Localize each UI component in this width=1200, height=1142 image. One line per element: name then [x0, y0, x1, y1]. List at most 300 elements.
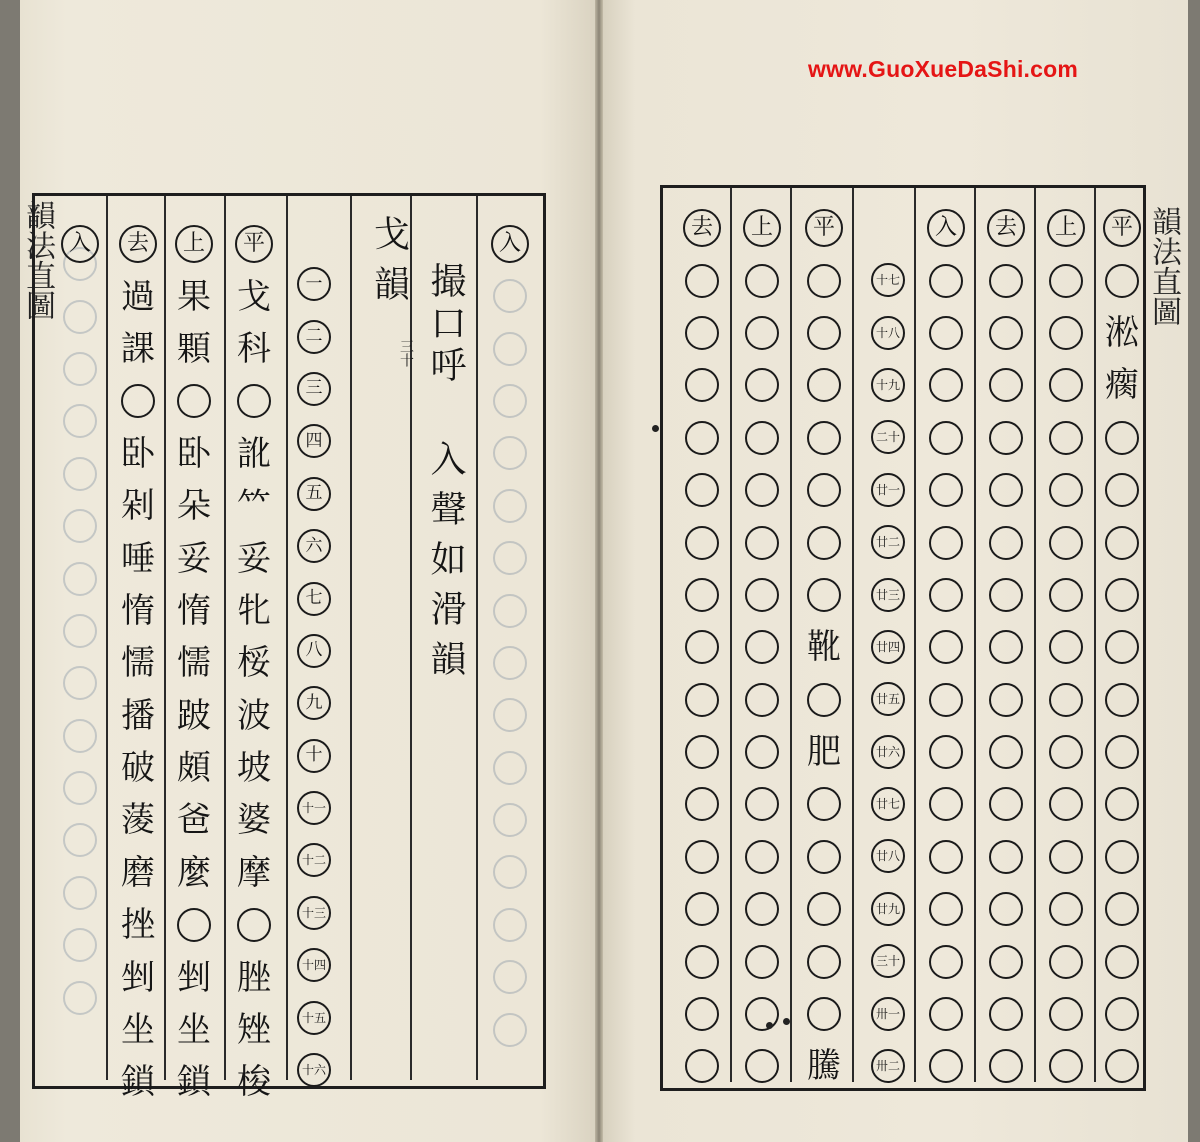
number-circle: 六: [297, 529, 331, 563]
empty-circle: [807, 368, 841, 402]
shang-char: 妥: [177, 538, 211, 579]
cell: [680, 307, 724, 359]
cell: [984, 674, 1028, 726]
cell: [172, 428, 216, 480]
cell: [1044, 883, 1088, 935]
column-rule: [286, 196, 288, 1080]
cell: [680, 412, 724, 464]
cell: [292, 310, 336, 362]
cell: [292, 834, 336, 886]
cell: [172, 742, 216, 794]
cell: [740, 1040, 784, 1092]
shang-char: 果: [177, 276, 211, 317]
empty-circle: [989, 1049, 1023, 1083]
cell: [680, 254, 724, 306]
cell: [680, 935, 724, 987]
empty-circle: [685, 473, 719, 507]
left-margin-title: 韻法直圖: [20, 200, 55, 320]
empty-circle: [929, 840, 963, 874]
ghost-circle: [493, 1013, 527, 1047]
empty-circle: [177, 908, 211, 942]
empty-circle: [929, 1049, 963, 1083]
cell: [740, 621, 784, 673]
cell: [116, 637, 160, 689]
number-circle: 七: [297, 582, 331, 616]
cell: [488, 270, 532, 322]
cell: [232, 690, 276, 742]
cell: [984, 621, 1028, 673]
header-ru-column: [488, 218, 532, 270]
ghost-circle: [63, 771, 97, 805]
number-circle: 十五: [297, 1001, 331, 1035]
empty-circle: [1105, 526, 1139, 560]
cell: [172, 323, 216, 375]
rhyme-name: 戈韻: [368, 215, 410, 315]
cell: [1044, 726, 1088, 778]
cell: [58, 919, 102, 971]
cell: [116, 742, 160, 794]
ghost-circle: [63, 352, 97, 386]
empty-circle: [929, 892, 963, 926]
number-circle: 廿九: [871, 892, 905, 926]
cell: [680, 674, 724, 726]
empty-circle: [745, 578, 779, 612]
cell: [292, 991, 336, 1043]
empty-circle: [685, 264, 719, 298]
cell: [116, 690, 160, 742]
cell: [924, 935, 968, 987]
empty-circle: [989, 526, 1023, 560]
empty-circle: [1049, 368, 1083, 402]
cell: [1044, 778, 1088, 830]
empty-circle: [745, 264, 779, 298]
qu-char: 破: [121, 748, 155, 789]
cell: [232, 375, 276, 427]
header-ru-mark: 入: [491, 225, 529, 263]
cell: [58, 552, 102, 604]
cell: [984, 883, 1028, 935]
number-circle: 廿八: [871, 839, 905, 873]
cell: [232, 742, 276, 794]
cell: [116, 323, 160, 375]
cell: [740, 988, 784, 1040]
ghost-circle: [493, 332, 527, 366]
cell: [232, 899, 276, 951]
cell: [866, 568, 910, 620]
binding-hole: [766, 1022, 773, 1029]
number-circle: 二十: [871, 420, 905, 454]
cell: [924, 883, 968, 935]
cell: [1100, 831, 1144, 883]
empty-circle: [1105, 421, 1139, 455]
ghost-circle: [493, 646, 527, 680]
shang-char: 坐: [177, 1010, 211, 1051]
ping-char: 婆: [237, 800, 271, 841]
cell: [172, 532, 216, 584]
empty-circle: [1049, 316, 1083, 350]
cell: [740, 569, 784, 621]
cell: [292, 572, 336, 624]
empty-circle: [929, 316, 963, 350]
cell: [866, 306, 910, 358]
cell: [58, 710, 102, 762]
cell: [58, 814, 102, 866]
empty-circle: [807, 473, 841, 507]
column-rule: [476, 196, 478, 1080]
cell: [58, 762, 102, 814]
cell: [680, 569, 724, 621]
ghost-circle: [493, 489, 527, 523]
cell: [232, 951, 276, 1003]
cell: [488, 951, 532, 1003]
qu-char: 挫: [121, 905, 155, 946]
number-circle: 十八: [871, 316, 905, 350]
cell: [680, 359, 724, 411]
cell: [488, 375, 532, 427]
cell: [984, 359, 1028, 411]
ghost-circle: [493, 541, 527, 575]
cell: [866, 935, 910, 987]
cell: [984, 726, 1028, 778]
cell: [172, 847, 216, 899]
cell: [172, 899, 216, 951]
empty-circle: [929, 578, 963, 612]
cell: [488, 584, 532, 636]
number-circle: 十九: [871, 368, 905, 402]
number-circle: 廿三: [871, 578, 905, 612]
ghost-circle: [63, 562, 97, 596]
ghost-circle: [63, 614, 97, 648]
cell: [1044, 359, 1088, 411]
cell: [172, 270, 216, 322]
empty-circle: [807, 892, 841, 926]
cell: [802, 307, 846, 359]
empty-circle: [177, 384, 211, 418]
cell: [1044, 935, 1088, 987]
qu-char: 課: [121, 328, 155, 369]
cell: [866, 778, 910, 830]
number-circle: 十一: [297, 791, 331, 825]
cell: [866, 516, 910, 568]
column-rule: [224, 196, 226, 1080]
cell: [1100, 935, 1144, 987]
cell: [680, 464, 724, 516]
empty-circle: [1049, 787, 1083, 821]
cell: [924, 254, 968, 306]
cell: [232, 847, 276, 899]
ping-char: 科: [237, 328, 271, 369]
empty-circle: [1049, 997, 1083, 1031]
tone-mark-ru-a: 入: [927, 209, 965, 247]
ghost-circle: [493, 279, 527, 313]
cell: [292, 677, 336, 729]
shang-column: [172, 218, 216, 1109]
empty-circle: [989, 945, 1023, 979]
right-shang-b-column: [740, 202, 784, 1093]
qu-char: 鎖: [121, 1062, 155, 1103]
empty-circle: [929, 997, 963, 1031]
rhyme-char: 靴: [807, 627, 841, 668]
cell: [740, 778, 784, 830]
empty-circle: [121, 384, 155, 418]
number-circle: 廿七: [871, 787, 905, 821]
ping-char: 摩: [237, 852, 271, 893]
number-circle: 廿六: [871, 735, 905, 769]
tone-mark-ping-a: 平: [1103, 209, 1141, 247]
ghost-circle: [493, 698, 527, 732]
empty-circle: [1049, 892, 1083, 926]
cell: [984, 831, 1028, 883]
cell: [866, 359, 910, 411]
tone-mark-ru: 入: [61, 225, 99, 263]
number-circle: 八: [297, 634, 331, 668]
qu-char: 坐: [121, 1010, 155, 1051]
number-circle: 三: [297, 372, 331, 406]
cell: [1044, 307, 1088, 359]
cell: [172, 794, 216, 846]
empty-circle: [685, 840, 719, 874]
cell: [802, 464, 846, 516]
ping-char: 牝: [237, 590, 271, 631]
qu-char: 剉: [121, 957, 155, 998]
cell: [488, 427, 532, 479]
empty-circle: [1105, 630, 1139, 664]
cell: [1100, 412, 1144, 464]
ghost-circle: [63, 981, 97, 1015]
watermark: www.GuoXueDaShi.com: [808, 56, 1079, 82]
empty-circle: [1049, 264, 1083, 298]
empty-circle: [745, 316, 779, 350]
cell: [172, 1056, 216, 1108]
cell: [116, 1056, 160, 1108]
ru-column: [58, 218, 102, 270]
tone-mark-shang-a: 上: [1047, 209, 1085, 247]
cell: [984, 935, 1028, 987]
empty-circle: [745, 735, 779, 769]
cell: [292, 363, 336, 415]
title-rusheng: 入聲如滑韻: [425, 440, 466, 690]
cell: [1044, 674, 1088, 726]
qu-char: 磨: [121, 852, 155, 893]
ghost-circle: [63, 457, 97, 491]
empty-circle: [745, 787, 779, 821]
cell: [802, 621, 846, 673]
empty-circle: [989, 997, 1023, 1031]
cell: [1100, 254, 1144, 306]
ping-char: 脞: [237, 957, 271, 998]
ghost-circle: [493, 803, 527, 837]
cell: [1100, 883, 1144, 935]
right-ru-column: [924, 202, 968, 1093]
cell: [58, 290, 102, 342]
ghost-circle: [63, 509, 97, 543]
number-circle: 十二: [297, 843, 331, 877]
empty-circle: [807, 578, 841, 612]
empty-circle: [745, 683, 779, 717]
empty-circle: [745, 840, 779, 874]
rhyme-char: 瘸: [1105, 365, 1139, 406]
column-rule: [914, 188, 916, 1082]
ping-char: 𥫗: [237, 486, 271, 527]
cell: [172, 1004, 216, 1056]
empty-circle: [929, 683, 963, 717]
cell: [740, 935, 784, 987]
cell: [802, 831, 846, 883]
empty-circle: [745, 368, 779, 402]
qu-column: [116, 218, 160, 1109]
rhyme-char: 淞: [1105, 312, 1139, 353]
empty-circle: [929, 368, 963, 402]
empty-circle: [745, 997, 779, 1031]
shang-char: 麼: [177, 852, 211, 893]
cell: [488, 742, 532, 794]
cell: [924, 621, 968, 673]
empty-circle: [807, 526, 841, 560]
cell: [116, 375, 160, 427]
cell: [488, 1003, 532, 1055]
empty-circle: [685, 892, 719, 926]
cell: [984, 778, 1028, 830]
tone-mark-qu-a: 去: [987, 209, 1025, 247]
empty-circle: [237, 384, 271, 418]
shang-char: 爸: [177, 800, 211, 841]
number-circle: 十四: [297, 948, 331, 982]
cell: [924, 988, 968, 1040]
empty-circle: [929, 421, 963, 455]
cell: [984, 1040, 1028, 1092]
ping-char: 矬: [237, 1010, 271, 1051]
rhyme-char: 肥: [807, 732, 841, 773]
cell: [292, 520, 336, 572]
ghost-circle: [63, 928, 97, 962]
ghost-circle: [63, 876, 97, 910]
empty-circle: [1049, 526, 1083, 560]
empty-circle: [929, 526, 963, 560]
empty-circle: [1105, 840, 1139, 874]
cell: [292, 625, 336, 677]
cell: [292, 468, 336, 520]
right-number-column: [866, 254, 910, 1092]
cell: [1100, 569, 1144, 621]
cell: [58, 971, 102, 1023]
cell: [866, 1040, 910, 1092]
cell: [1100, 778, 1144, 830]
cell: [232, 323, 276, 375]
rhyme-name-column: [362, 215, 416, 367]
empty-circle: [807, 316, 841, 350]
cell: [924, 831, 968, 883]
cell: [116, 899, 160, 951]
ping-char: 訛: [237, 433, 271, 474]
ghost-circle: [493, 855, 527, 889]
empty-circle: [685, 787, 719, 821]
cell: [680, 778, 724, 830]
column-rule: [852, 188, 854, 1082]
number-circle: 廿一: [871, 473, 905, 507]
cell: [866, 987, 910, 1039]
empty-circle: [1105, 787, 1139, 821]
cell: [292, 730, 336, 782]
cell: [740, 516, 784, 568]
empty-circle: [929, 264, 963, 298]
column-rule: [790, 188, 792, 1082]
empty-circle: [1049, 840, 1083, 874]
cell: [740, 307, 784, 359]
cell: [866, 621, 910, 673]
cell: [740, 883, 784, 935]
empty-circle: [745, 945, 779, 979]
right-ping-b-column: [802, 202, 846, 1093]
empty-circle: [929, 735, 963, 769]
cell: [680, 883, 724, 935]
empty-circle: [685, 683, 719, 717]
number-circle: 五: [297, 477, 331, 511]
cell: [924, 464, 968, 516]
cell: [984, 254, 1028, 306]
empty-circle: [1049, 421, 1083, 455]
book-gutter: [595, 0, 603, 1142]
cell: [232, 532, 276, 584]
ghost-circle: [63, 823, 97, 857]
empty-circle: [1049, 683, 1083, 717]
cell: [292, 415, 336, 467]
cell: [58, 657, 102, 709]
empty-circle: [1105, 683, 1139, 717]
right-qu-b-column: [680, 202, 724, 1093]
cell: [924, 516, 968, 568]
cell: [116, 1004, 160, 1056]
cell: [292, 887, 336, 939]
right-shang-column: [1044, 202, 1088, 1093]
ghost-circle: [493, 751, 527, 785]
cell: [116, 951, 160, 1003]
qu-char: 惰: [121, 590, 155, 631]
cell: [680, 1040, 724, 1092]
cell: [232, 637, 276, 689]
cell: [172, 951, 216, 1003]
empty-circle: [745, 421, 779, 455]
cell: [924, 569, 968, 621]
cell: [984, 569, 1028, 621]
cell: [1044, 831, 1088, 883]
qu-char: 播: [121, 695, 155, 736]
column-rule: [106, 196, 108, 1080]
empty-circle: [989, 316, 1023, 350]
shang-char: 惰: [177, 590, 211, 631]
cell: [984, 307, 1028, 359]
empty-circle: [685, 316, 719, 350]
number-circle: 四: [297, 424, 331, 458]
empty-circle: [807, 945, 841, 979]
cell: [292, 939, 336, 991]
empty-circle: [989, 473, 1023, 507]
cell: [740, 254, 784, 306]
empty-circle: [745, 1049, 779, 1083]
empty-circle: [745, 892, 779, 926]
cell: [740, 726, 784, 778]
cell: [1044, 1040, 1088, 1092]
cell: [116, 847, 160, 899]
empty-circle: [807, 997, 841, 1031]
ghost-circle: [63, 404, 97, 438]
shang-char: 跛: [177, 695, 211, 736]
empty-circle: [989, 264, 1023, 298]
cell: [924, 674, 968, 726]
ghost-circle: [63, 300, 97, 334]
ghost-circle: [493, 436, 527, 470]
number-circle: 廿二: [871, 525, 905, 559]
cell: [866, 830, 910, 882]
